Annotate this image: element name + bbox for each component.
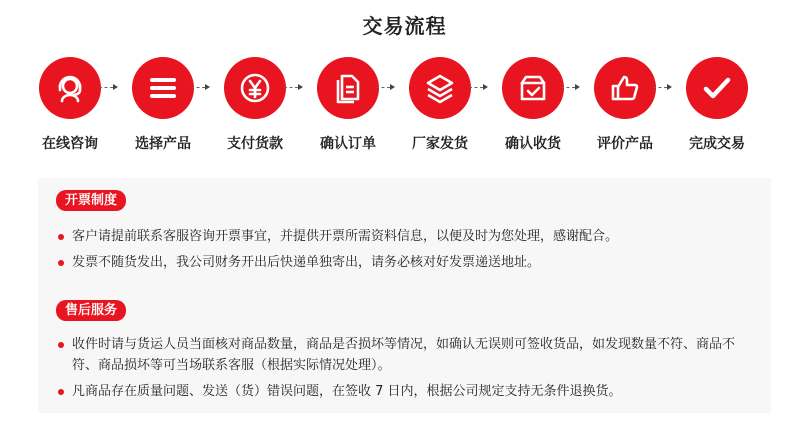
yen-coin-icon <box>238 71 272 105</box>
step-label: 评价产品 <box>597 136 653 152</box>
after-sales-notes <box>58 334 748 407</box>
menu-icon <box>146 71 180 105</box>
step-label: 确认订单 <box>320 136 376 152</box>
layers-icon <box>423 71 457 105</box>
document-icon <box>331 71 365 105</box>
step-confirm-order <box>300 57 396 153</box>
step-circle <box>502 57 564 119</box>
step-label: 确认收货 <box>505 136 561 152</box>
step-online-consult <box>22 57 118 153</box>
invoice-notes <box>58 226 748 278</box>
box-check-icon <box>516 71 550 105</box>
step-circle <box>409 57 471 119</box>
step-select-product <box>115 57 211 153</box>
step-circle <box>132 57 194 119</box>
checkmark-icon <box>700 71 734 105</box>
step-label: 支付货款 <box>227 136 283 152</box>
step-pay <box>207 57 303 153</box>
trade-process-steps <box>0 57 809 167</box>
thumbs-up-icon <box>608 71 642 105</box>
bullet-icon <box>58 389 64 395</box>
list-item: 凡商品存在质量问题、发送（货）错误问题，在签收 7 日内，根据公司规定支持无条件退换货。 <box>58 381 748 402</box>
page-title: 交易流程 <box>362 14 447 38</box>
step-circle <box>686 57 748 119</box>
step-complete <box>669 57 765 153</box>
step-label: 在线咨询 <box>42 136 98 152</box>
invoice-heading-badge: 开票制度 <box>56 190 126 211</box>
step-label: 完成交易 <box>689 136 745 152</box>
step-circle <box>317 57 379 119</box>
step-ship <box>392 57 488 153</box>
bullet-icon <box>58 234 64 240</box>
list-item: 客户请提前联系客服咨询开票事宜，并提供开票所需资料信息，以便及时为您处理，感谢配合。 <box>58 226 748 247</box>
step-confirm-receipt <box>485 57 581 153</box>
list-item: 收件时请与货运人员当面核对商品数量，商品是否损坏等情况，如确认无误则可签收货品，如发现数量不符、商品不符、商品损坏等可当场联系客服（根据实际情况处理）。 <box>58 334 748 376</box>
bullet-icon <box>58 342 64 348</box>
headset-icon <box>53 71 87 105</box>
list-item: 发票不随货发出，我公司财务开出后快递单独寄出，请务必核对好发票递送地址。 <box>58 252 748 273</box>
bullet-icon <box>58 260 64 266</box>
step-circle <box>594 57 656 119</box>
step-circle <box>39 57 101 119</box>
after-sales-heading-badge: 售后服务 <box>56 300 126 321</box>
step-label: 选择产品 <box>135 136 191 152</box>
step-review <box>577 57 673 153</box>
step-circle <box>224 57 286 119</box>
step-label: 厂家发货 <box>412 136 468 152</box>
